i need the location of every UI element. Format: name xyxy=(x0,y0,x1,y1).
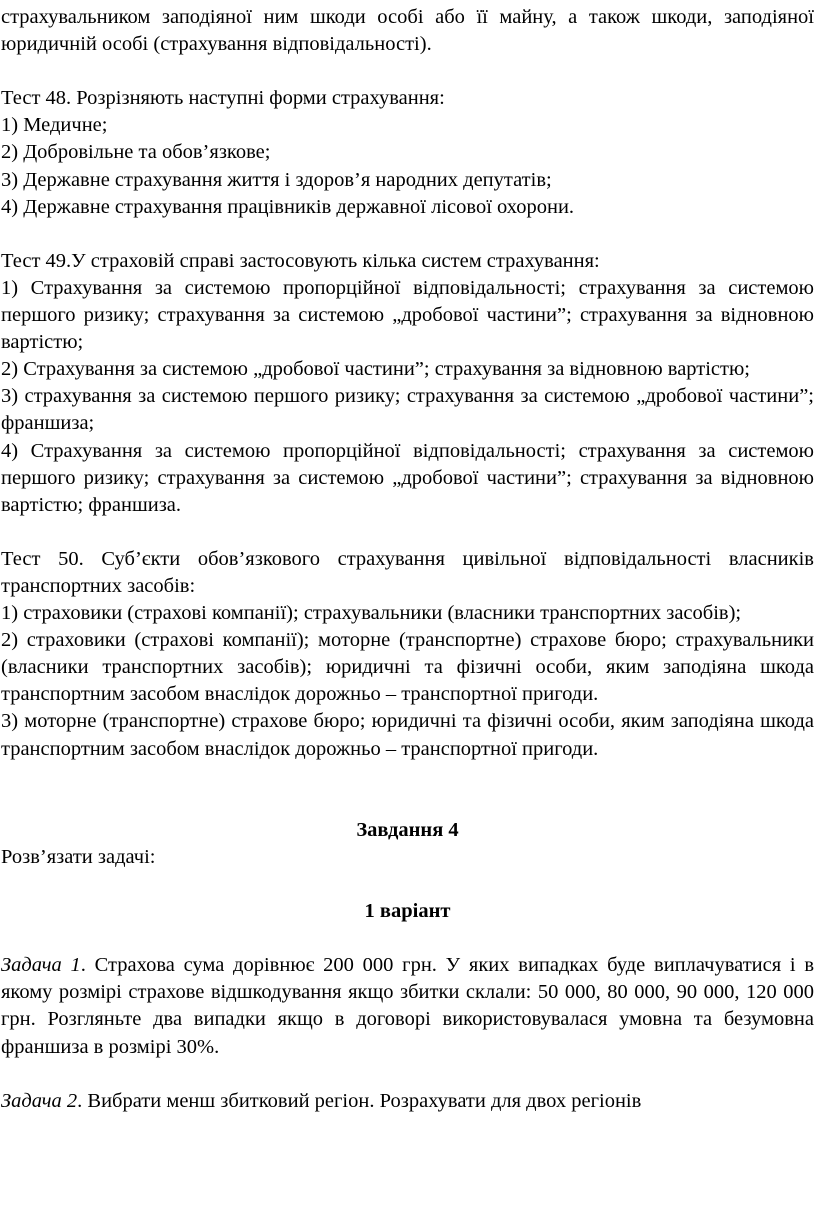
spacer xyxy=(1,925,814,952)
problem-1-text: . Страхова сума дорівнює 200 000 грн. У яких випадках буде виплачуватися і в якому розмірі страхове відшкодування якщо збитки склали: 50 000, 80 000, 90 000, 120 000 грн. Розгляньте два випадки якщо в договорі використовувалася умовна та безумовна франшиза в розмірі 30%. xyxy=(1,954,815,1058)
problem-2-text: . Вибрати менш збитковий регіон. Розрахувати для двох регіонів xyxy=(77,1089,642,1112)
task-instruction: Розв’язати задачі: xyxy=(1,845,156,868)
test-49-option-4: 4) Страхування за системою пропорційної відповідальності; страхування за системою першого ризику; страхування за системою „дробової частини”; страхування за відновною вартістю; франшиза. xyxy=(1,439,814,516)
test-50-option-1: 1) страховики (страхові компанії); страхувальники (власники транспортних засобів); xyxy=(1,602,742,625)
test-49-option-3: 3) страхування за системою першого ризику; страхування за системою „дробової частини”; франшиза; xyxy=(1,385,814,435)
test-49-question: Тест 49.У страховій справі застосовують кілька систем страхування: xyxy=(1,249,600,272)
spacer xyxy=(1,221,814,248)
task-heading-row xyxy=(1,817,814,871)
test-49-option-2: 2) Страхування за системою „дробової частини”; страхування за відновною вартістю; xyxy=(1,358,750,381)
variant-heading: 1 варіант xyxy=(364,900,451,923)
test-48 xyxy=(1,85,814,220)
test-48-option-1: 1) Медичне; xyxy=(1,114,108,137)
spacer xyxy=(1,519,814,546)
problem-2-label: Задача 2 xyxy=(1,1089,78,1112)
test-50-option-3: 3) моторне (транспортне) страхове бюро; юридичні та фізичні особи, яким заподіяна шкода транспортним засобом внаслідок дорожньо – транспортної пригоди. xyxy=(1,710,814,760)
document-content xyxy=(1,4,814,1115)
test-48-option-4: 4) Державне страхування працівників державної лісової охорони. xyxy=(1,195,575,218)
spacer xyxy=(1,1061,814,1088)
problem-1 xyxy=(1,952,814,1060)
spacer xyxy=(1,763,814,817)
task-heading: Завдання 4 xyxy=(356,818,459,841)
intro-paragraph: страхувальником заподіяної ним шкоди особі або її майну, а також шкоди, заподіяної юридичній особі (страхування відповідальності). xyxy=(1,6,814,56)
test-50-option-2: 2) страховики (страхові компанії); моторне (транспортне) страхове бюро; страхувальники (власники транспортних засобів); юридичні та фізичні особи, яким заподіяна шкода транспортним засобом внаслідок дорожньо – транспортної пригоди. xyxy=(1,629,814,706)
test-50-question: Тест 50. Суб’єкти обов’язкового страхування цивільної відповідальності власників транспортних засобів: xyxy=(1,547,814,597)
test-48-question: Тест 48. Розрізняють наступні форми страхування: xyxy=(1,87,445,110)
test-49 xyxy=(1,248,814,519)
test-49-option-1: 1) Страхування за системою пропорційної відповідальності; страхування за системою першого ризику; страхування за системою „дробової частини”; страхування за відновною вартістю; xyxy=(1,276,814,354)
problem-2 xyxy=(1,1088,814,1115)
test-50 xyxy=(1,546,814,763)
spacer xyxy=(1,58,814,85)
problem-1-label: Задача 1 xyxy=(1,954,81,977)
spacer xyxy=(1,871,814,898)
test-48-option-3: 3) Державне страхування життя і здоров’я народних депутатів; xyxy=(1,168,552,191)
test-48-option-2: 2) Добровільне та обов’язкове; xyxy=(1,141,271,164)
